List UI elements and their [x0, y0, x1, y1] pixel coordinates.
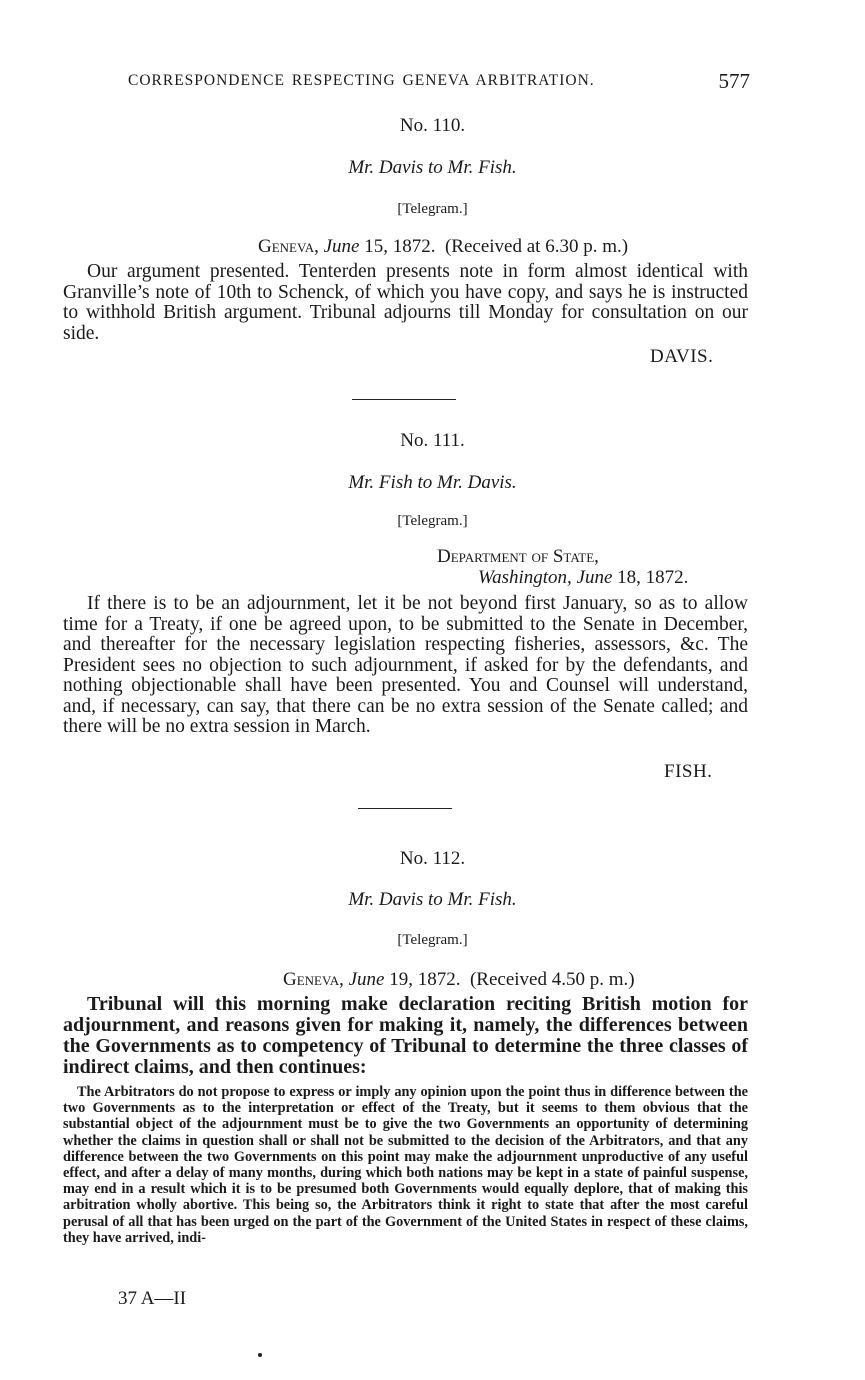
doc-112-dateline: [283, 969, 635, 991]
doc-110-body-text: Our argument presented. Tenterden presents note in form almost identical with Granville’s note of 10th to Schenck, of which you have copy, and says he is instructed to withhold British argument. Tribunal adjourns till Monday for consultation on our side.: [63, 261, 748, 344]
doc-111-department-name: Department of State,: [437, 546, 599, 567]
doc-110-body: [63, 262, 748, 344]
doc-112-body: [63, 994, 748, 1078]
doc-112-date-rest: 19, 1872.: [389, 969, 461, 990]
running-head: [128, 69, 750, 93]
doc-111-city: Washington,: [478, 567, 572, 588]
ink-speck: [258, 1353, 262, 1357]
doc-110-date-month: June: [323, 236, 360, 257]
doc-111-body-text: If there is to be an adjournment, let it be not beyond first January, so as to allow time for a Treaty, if one be agreed upon, to be submitted to the Senate in December, and thereafter for the necessary legislation respecting fisheries, assessors, &c. The President sees no objection to such adjournment, if asked for by the defendants, and nothing objectionable shall have been presented. You and Counsel will understand, and, if necessary, can say, that there can be no extra session of the Senate called; and there will be no extra session in March.: [63, 593, 748, 737]
doc-112-quote-text: The Arbitrators do not propose to express or imply any opinion upon the point thus in difference between the two Governments as to the interpretation or effect of the Treaty, but it seems to them obvious that the substantial object of the adjournment must be to give the two Governments an opportunity of determining whether the claims in question shall or shall not be submitted to the decision of the Arbitrators, and that any difference between the two Governments on this point may make the adjournment unproductive of any useful effect, and after a delay of many months, during which both nations may be kept in a state of painful suspense, may end in a result which it is to be presumed both Governments would equally deplore, that of making this arbitration wholly abortive. This being so, the Arbitrators think it right to state that after the most careful perusal of all that has been urged on the part of the Government of the United States in respect of these claims, they have arrived, indi-: [63, 1084, 748, 1246]
doc-112-type: [Telegram.]: [397, 932, 468, 948]
doc-111-department: [437, 546, 599, 568]
doc-110-date-rest: 15, 1872.: [364, 236, 436, 257]
doc-111-date-rest: 18, 1872.: [617, 567, 689, 588]
doc-112-heading: Mr. Davis to Mr. Fish.: [348, 889, 517, 910]
doc-110-number: No. 110.: [399, 115, 466, 136]
doc-111-type: [Telegram.]: [397, 513, 468, 529]
doc-111-body: [63, 594, 748, 738]
doc-110-place: Geneva,: [258, 236, 319, 257]
doc-112-received: (Received 4.50 p. m.): [469, 969, 635, 990]
doc-112-date-month: June: [348, 969, 385, 990]
doc-112-body-text: Tribunal will this morning make declaration reciting British motion for adjournment, and reasons given for making it, namely, the differences between the Governments as to competency of Tribunal to determine the three classes of indirect claims, and then continues:: [63, 993, 748, 1078]
separator-rule: [352, 399, 456, 400]
doc-110-type: [Telegram.]: [397, 201, 468, 217]
doc-112-quote: [63, 1084, 748, 1246]
doc-110-received: (Received at 6.30 p. m.): [444, 236, 629, 257]
doc-111-signature: FISH.: [664, 761, 713, 782]
doc-110-signature: DAVIS.: [650, 346, 714, 367]
doc-110-dateline: [258, 236, 628, 258]
running-head-title: CORRESPONDENCE RESPECTING GENEVA ARBITRATION.: [128, 72, 595, 89]
sheet-signature: 37 A—II: [118, 1288, 187, 1309]
separator-rule: [358, 808, 452, 809]
doc-111-date-month: June: [576, 567, 613, 588]
doc-112-place: Geneva,: [283, 969, 344, 990]
doc-111-heading: Mr. Fish to Mr. Davis.: [348, 472, 517, 493]
doc-110-heading: Mr. Davis to Mr. Fish.: [348, 157, 517, 178]
doc-112-number: No. 112.: [399, 848, 466, 869]
doc-111-dateline: [478, 567, 688, 589]
doc-111-number: No. 111.: [400, 430, 465, 451]
page-number: 577: [718, 69, 750, 93]
